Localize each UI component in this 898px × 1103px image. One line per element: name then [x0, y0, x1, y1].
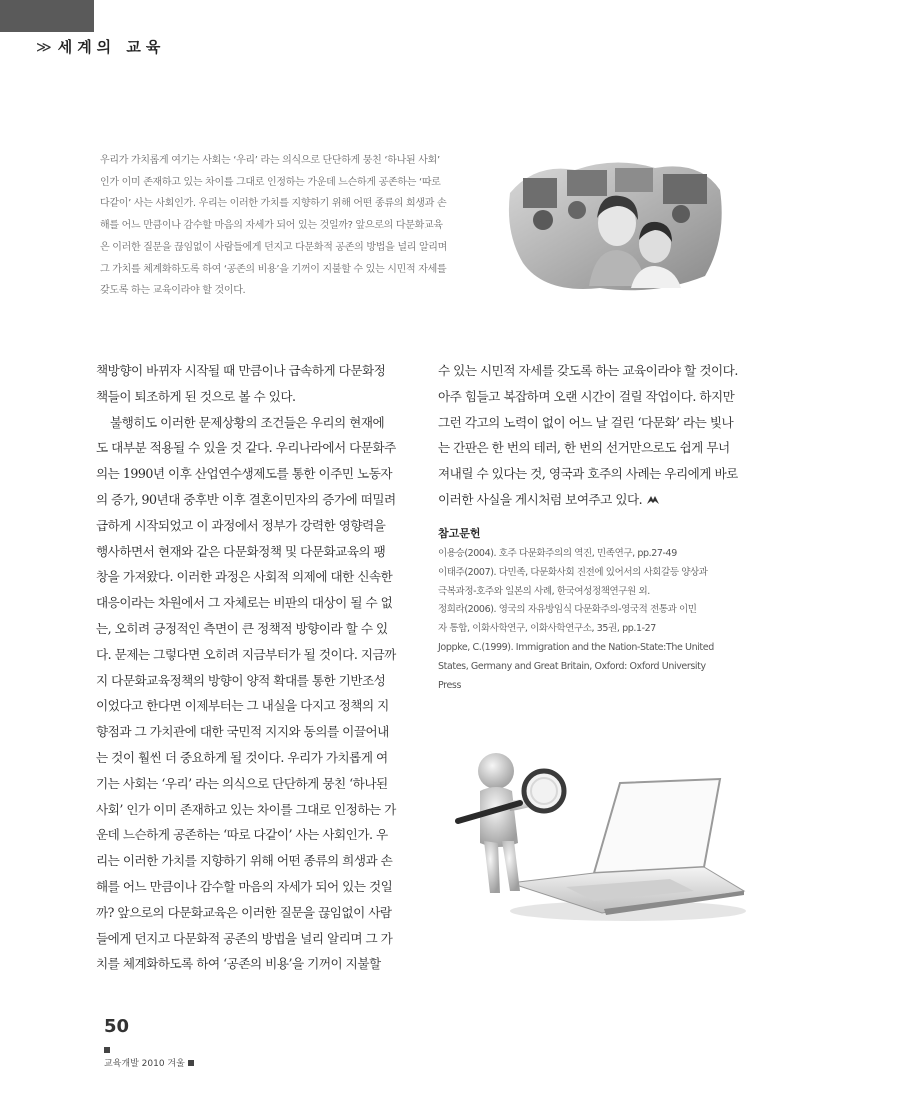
body-line: 그런 각고의 노력이 없이 어느 날 걸린 ‘다문화’ 라는 빛나: [438, 414, 734, 430]
body-line: 는, 오히려 긍정적인 측면이 큰 정책적 방향이라 할 수 있: [96, 620, 388, 636]
body-line: 책방향이 바뀌자 시작될 때 만큼이나 급속하게 다문화정: [96, 363, 386, 378]
summary-line: 그 가치를 체계화하도록 하여 ‘공존의 비용’을 기꺼이 지불할 수 있는 시민적 자세를: [100, 263, 447, 275]
classroom-photo: [505, 148, 730, 298]
section-title: 세계의 교육: [57, 38, 166, 56]
body-line: 책들이 퇴조하게 된 것으로 볼 수 있다.: [96, 388, 296, 404]
body-line: 들에게 던지고 다문화적 공존의 방법을 널리 알리며 그 가: [96, 930, 393, 946]
page-number: 50: [104, 1016, 130, 1037]
summary-line: 우리가 가치롭게 여기는 사회는 ‘우리’ 라는 의식으로 단단하게 뭉친 ‘하나된 사회’: [100, 155, 440, 166]
body-line: 치를 체계화하도록 하여 ‘공존의 비용’을 기꺼이 지불할: [96, 956, 381, 972]
body-line: 지 다문화교육정책의 방향이 양적 확대를 통한 기반조성: [96, 672, 386, 688]
laptop-magnifier-illustration: [448, 745, 748, 925]
references-heading: 참고문헌: [438, 527, 481, 540]
body-line: 다. 문제는 그렇다면 오히려 지금부터가 될 것이다. 지금까: [96, 646, 396, 662]
body-line-last: [438, 487, 738, 513]
body-line: 행사하면서 현재와 같은 다문화정책 및 다문화교육의 팽: [96, 543, 386, 559]
summary-line: 은 이러한 질문을 끊임없이 사람들에게 던지고 다문화적 공존의 방법을 널리 알리며: [100, 241, 448, 253]
body-line: 까? 앞으로의 다문화교육은 이러한 질문을 끊임없이 사람: [96, 904, 392, 920]
summary-line: 인가 이미 존재하고 있는 차이를 그대로 인정하는 가운데 느슨하게 공존하는 ‘따로: [100, 176, 441, 188]
chevron-icon: ≫: [36, 38, 52, 56]
reference-line: States, Germany and Great Britain, Oxford: Oxford University: [438, 660, 706, 672]
body-line: 아주 힘들고 복잡하며 오랜 시간이 걸릴 작업이다. 하지만: [438, 388, 735, 404]
reference-line: Press: [438, 679, 462, 691]
reference-line: 이태주(2007). 다민족, 다문화사회 진전에 있어서의 사회갈등 양상과: [438, 566, 708, 578]
body-line: 운데 느슨하게 공존하는 ‘따로 다같이’ 사는 사회인가. 우: [96, 827, 388, 843]
body-column-left: [96, 358, 396, 977]
footer-publication: [104, 1046, 194, 1069]
body-line: 져내릴 수 있다는 것, 영국과 호주의 사례는 우리에게 바로: [438, 466, 738, 482]
references-section: [438, 525, 738, 695]
body-line: 는 간판은 한 번의 테러, 한 번의 선거만으로도 쉽게 무너: [438, 440, 730, 456]
header-corner-block: [0, 0, 94, 32]
reference-line: 자 통합, 이화사학연구, 이화사학연구소, 35권, pp.1-27: [438, 623, 656, 635]
body-line: 리는 이러한 가치를 지향하기 위해 어떤 종류의 희생과 손: [96, 853, 393, 869]
body-line-text: 이러한 사실을 게시처럼 보여주고 있다.: [438, 491, 643, 507]
body-line: 의는 1990년 이후 산업연수생제도를 통한 이주민 노동자: [96, 466, 393, 482]
body-line: 수 있는 시민적 자세를 갖도록 하는 교육이라야 할 것이다.: [438, 363, 738, 378]
summary-line: 해를 어느 만큼이나 감수할 마음의 자세가 되어 있는 것일까? 앞으로의 다문화교육: [100, 220, 443, 232]
body-line: 사회’ 인가 이미 존재하고 있는 차이를 그대로 인정하는 가: [96, 801, 396, 817]
body-line: 불행히도 이러한 문제상황의 조건들은 우리의 현재에: [110, 414, 385, 430]
body-column-right: [438, 358, 738, 513]
reference-line: Joppke, C.(1999). Immigration and the Nation-State:The United: [438, 641, 714, 653]
square-icon: [188, 1060, 194, 1066]
body-line: 급하게 시작되었고 이 과정에서 정부가 강력한 영향력을: [96, 517, 386, 533]
publication-label: 교육개발 2010 겨울: [104, 1059, 185, 1069]
reference-line: 극복과정-호주와 일본의 사례, 한국여성정책연구원 외.: [438, 585, 650, 597]
summary-box: [100, 150, 452, 302]
body-line: 해를 어느 만큼이나 감수할 마음의 자세가 되어 있는 것일: [96, 878, 393, 894]
section-header: [36, 36, 165, 57]
body-line: 도 대부분 적용될 수 있을 것 같다. 우리나라에서 다문화주: [96, 440, 396, 456]
summary-line: 다같이’ 사는 사회인가. 우리는 이러한 가치를 지향하기 위해 어떤 종류의 희생과 손: [100, 198, 447, 210]
body-line: 는 것이 훨씬 더 중요하게 될 것이다. 우리가 가치롭게 여: [96, 749, 388, 765]
body-line: 의 증가, 90년대 중후반 이후 결혼이민자의 증가에 떠밀려: [96, 491, 396, 507]
article-end-mark-icon: [646, 495, 660, 505]
body-line: 대응이라는 차원에서 그 자체로는 비판의 대상이 될 수 없: [96, 595, 393, 611]
reference-line: 이용승(2004). 호주 다문화주의의 역진, 민족연구, pp.27-49: [438, 548, 677, 559]
summary-line: 갖도록 하는 교육이라야 할 것이다.: [100, 285, 246, 297]
body-line: 창을 가져왔다. 이러한 과정은 사회적 의제에 대한 신속한: [96, 569, 393, 585]
body-line: 향점과 그 가치관에 대한 국민적 지지와 동의를 이끌어내: [96, 724, 389, 740]
reference-line: 정희라(2006). 영국의 자유방임식 다문화주의-영국적 전통과 이민: [438, 604, 697, 616]
body-line: 이었다고 한다면 이제부터는 그 내실을 다지고 정책의 지: [96, 698, 389, 714]
square-icon: [104, 1047, 110, 1053]
body-line: 기는 사회는 ‘우리’ 라는 의식으로 단단하게 뭉친 ‘하나된: [96, 775, 388, 791]
